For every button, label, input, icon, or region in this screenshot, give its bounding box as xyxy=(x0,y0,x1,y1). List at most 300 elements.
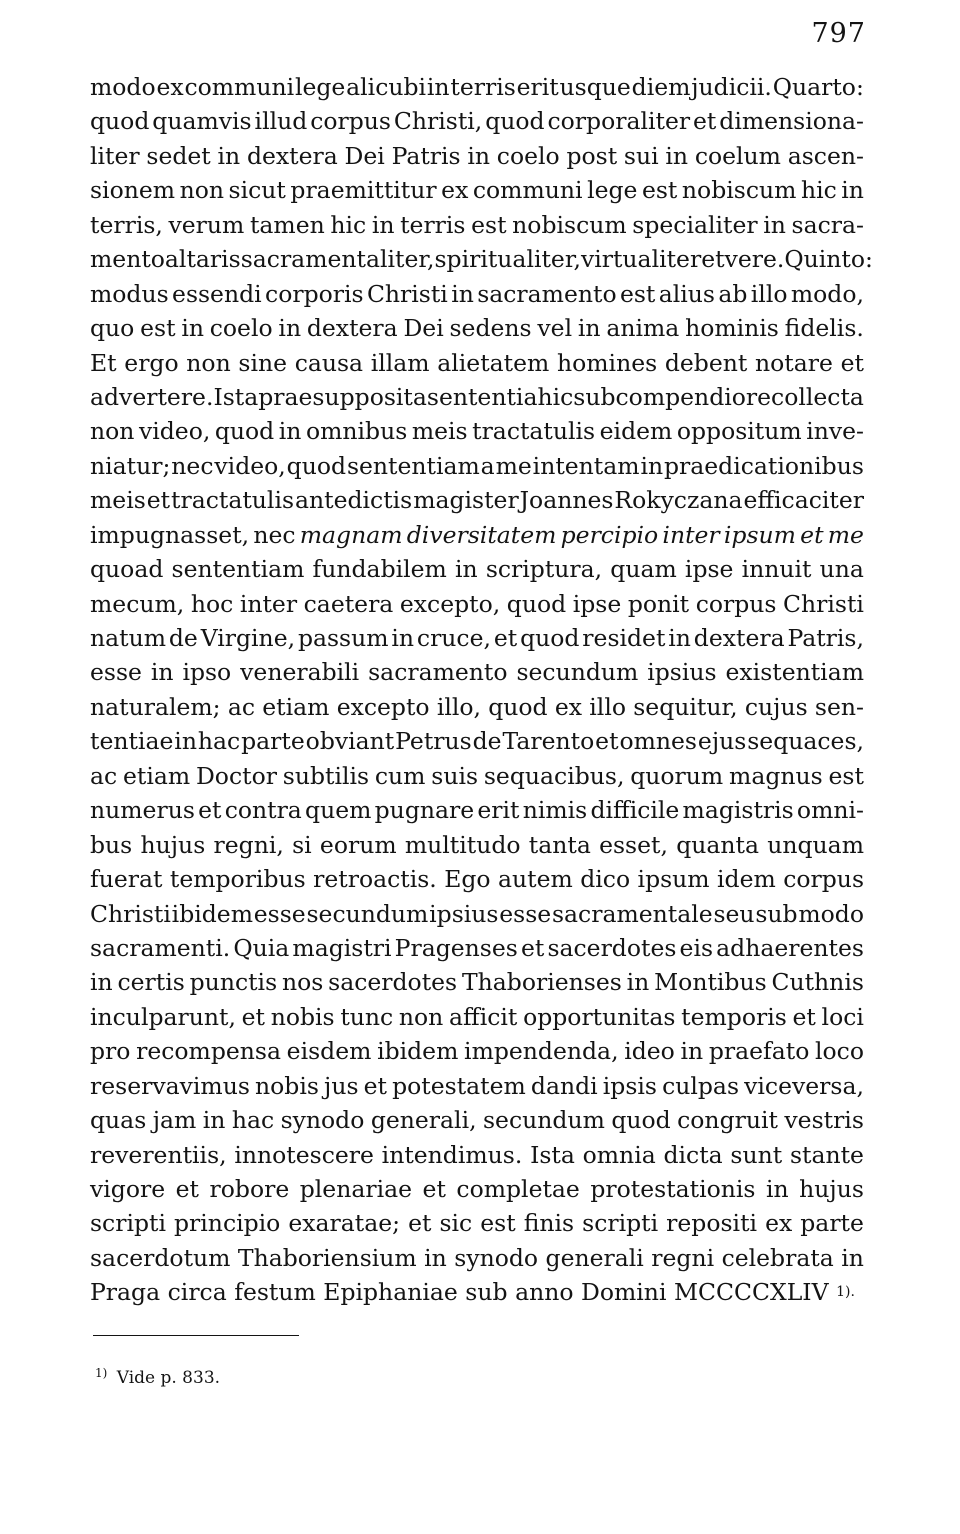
word: regni xyxy=(651,1243,715,1272)
word: a xyxy=(480,451,495,480)
word: viceversa, xyxy=(744,1071,864,1100)
word: meis xyxy=(411,417,468,446)
word: esse xyxy=(253,899,306,928)
word: suis xyxy=(431,761,479,790)
word: ipsum xyxy=(723,520,796,549)
word: communi xyxy=(472,176,583,205)
word: et xyxy=(363,1071,387,1100)
word: eidem xyxy=(599,417,673,446)
word: in xyxy=(455,555,478,584)
word: quod xyxy=(488,692,548,721)
word: cum xyxy=(374,761,426,790)
text-line xyxy=(90,104,864,138)
word: sacramentale xyxy=(551,899,713,928)
word: caetera xyxy=(303,589,394,618)
word: hic xyxy=(330,210,367,239)
word: loco xyxy=(815,1037,864,1066)
word: Virgine, xyxy=(200,624,296,652)
word: notare xyxy=(755,348,833,377)
word: eorum xyxy=(319,830,397,859)
word: dicta xyxy=(663,1140,723,1169)
word: in xyxy=(626,968,650,997)
word: meis xyxy=(90,486,146,515)
word: loci xyxy=(821,1002,864,1031)
word: in xyxy=(668,624,691,652)
word: virtualiter xyxy=(580,245,702,274)
word: Cuthnis xyxy=(771,968,864,997)
word: sic xyxy=(439,1209,473,1238)
word: si xyxy=(292,830,312,859)
word: in xyxy=(467,141,491,170)
word: vigore xyxy=(90,1175,166,1203)
text-line xyxy=(90,587,864,621)
word: coelo xyxy=(496,141,560,170)
word: in xyxy=(278,314,302,343)
word: in xyxy=(577,314,601,343)
text-line xyxy=(90,173,864,207)
word: sub xyxy=(465,1278,508,1307)
word: modo xyxy=(798,899,864,928)
word: anima xyxy=(606,314,680,343)
word: reverentiis, xyxy=(90,1140,227,1169)
word: generali, xyxy=(370,1106,477,1135)
footnote-reference[interactable]: 1). xyxy=(836,1284,855,1301)
word: in xyxy=(765,1175,789,1203)
word: quoad xyxy=(90,555,164,584)
word: hominis xyxy=(685,314,779,343)
word: et xyxy=(595,727,619,756)
text-line xyxy=(90,208,864,242)
word: obviant xyxy=(305,727,395,756)
text-line xyxy=(90,655,864,689)
word: sequaces, xyxy=(747,727,864,756)
word: ipse xyxy=(572,589,622,618)
word: hujus xyxy=(799,1175,864,1203)
word: in xyxy=(174,727,197,756)
word: festum xyxy=(234,1278,316,1307)
word: magistri xyxy=(292,933,392,962)
word: esse xyxy=(90,658,142,687)
word: sacramentaliter, xyxy=(240,245,435,274)
word: jus xyxy=(324,1071,359,1100)
word: Montibus xyxy=(654,968,767,997)
word: lege xyxy=(294,73,346,101)
word: et xyxy=(701,245,725,274)
word: essendi xyxy=(172,279,262,308)
word: in xyxy=(217,141,241,170)
word: non xyxy=(179,176,225,205)
word: vere. xyxy=(724,245,785,274)
word: ac xyxy=(90,761,118,790)
word: ibidem xyxy=(171,899,253,928)
word: Dei xyxy=(403,314,444,343)
word: passum xyxy=(297,624,389,652)
word: de xyxy=(472,727,502,756)
text-line xyxy=(90,242,873,276)
word: quod xyxy=(520,624,580,652)
word: tunc xyxy=(340,1002,394,1031)
text-line xyxy=(90,380,864,414)
word: punctis xyxy=(189,968,278,997)
word: vel xyxy=(537,314,573,343)
word: ponit xyxy=(627,589,690,618)
word: inculparunt, xyxy=(90,1002,236,1031)
word: Thaboriensium xyxy=(237,1243,417,1272)
word: magnus xyxy=(729,761,823,790)
word: ejus xyxy=(697,727,747,756)
word: quod xyxy=(485,107,545,136)
word: est xyxy=(480,1209,516,1238)
word: etiam xyxy=(122,761,191,790)
word: in xyxy=(841,176,864,205)
word: principio xyxy=(174,1209,281,1238)
word: quem xyxy=(305,796,372,825)
word: repositi xyxy=(666,1209,758,1238)
word: post xyxy=(566,141,618,170)
text-line xyxy=(90,483,864,517)
word: debent xyxy=(664,348,748,377)
word: Dei xyxy=(344,141,385,170)
word: ex xyxy=(765,1209,793,1238)
word: sententia xyxy=(426,382,538,411)
word: diem xyxy=(631,73,691,101)
word: illo, xyxy=(436,692,481,721)
word: corporis xyxy=(265,279,364,308)
word: fidelis. xyxy=(784,314,864,343)
word: ideo xyxy=(624,1037,675,1066)
word: erit xyxy=(477,796,520,825)
word: sequitur, xyxy=(633,692,738,721)
word: video, xyxy=(138,417,211,446)
page-number: 797 xyxy=(811,18,866,49)
word: hic xyxy=(800,176,837,205)
word: quorum xyxy=(630,761,724,790)
word: retroactis. xyxy=(313,865,437,894)
text-line xyxy=(90,518,864,552)
word: Thaborienses xyxy=(461,968,622,997)
word: nobis xyxy=(255,1071,319,1100)
word: et xyxy=(493,624,518,652)
word: difficile xyxy=(590,796,680,825)
word: diversitatem xyxy=(406,520,557,549)
word: sedet xyxy=(146,141,211,170)
word: dimensiona- xyxy=(719,107,864,136)
word: sententiam xyxy=(171,555,305,584)
word: quod xyxy=(90,107,150,136)
word: in xyxy=(181,314,204,343)
word: esse xyxy=(499,899,552,928)
word: secundum xyxy=(516,658,639,687)
word: scripti xyxy=(582,1209,659,1238)
word: Joannes xyxy=(519,486,614,515)
word: ab xyxy=(718,279,748,308)
word: sacerdotes xyxy=(547,933,677,962)
word: magistris xyxy=(682,796,794,825)
word: ipsius xyxy=(429,899,499,928)
word: recollecta xyxy=(745,382,864,411)
word: scripti xyxy=(90,1209,166,1238)
word: nobiscum xyxy=(681,176,797,205)
word: pugnare xyxy=(374,796,475,825)
word: terris, xyxy=(90,210,163,239)
word: corpus xyxy=(783,865,864,894)
footnote-text: Vide p. 833. xyxy=(116,1368,221,1388)
word: quam xyxy=(610,555,677,584)
word: inter xyxy=(662,520,720,549)
word: est xyxy=(641,176,678,205)
word: secundum xyxy=(483,1106,605,1135)
word: sacerdotes xyxy=(328,968,458,997)
word: Patris xyxy=(391,141,461,170)
word: me xyxy=(827,520,864,549)
word: Ista xyxy=(530,1140,575,1169)
word: in xyxy=(424,1243,447,1272)
word: est xyxy=(828,761,864,790)
word: natum xyxy=(90,624,167,652)
word: spiritualiter, xyxy=(434,245,581,274)
word: de xyxy=(168,624,198,652)
word: parte xyxy=(241,727,305,756)
text-line xyxy=(90,1000,864,1034)
word: dextera xyxy=(693,624,785,652)
word: synodo xyxy=(454,1243,539,1272)
word: ex xyxy=(554,692,583,721)
word: praesupposita xyxy=(258,382,427,411)
word: sub xyxy=(573,382,616,411)
text-line xyxy=(90,1034,864,1068)
text-line xyxy=(90,759,864,793)
word: alietatem xyxy=(437,348,550,377)
word: temporis xyxy=(681,1002,787,1031)
word: certis xyxy=(117,968,185,997)
word: Quinto: xyxy=(784,245,873,274)
text-line xyxy=(90,70,864,104)
word: sacramento xyxy=(368,658,508,687)
word: causa xyxy=(294,348,364,377)
word: nimis xyxy=(522,796,588,825)
word: Praga xyxy=(90,1278,161,1307)
text-line xyxy=(90,552,864,586)
word: modo xyxy=(90,73,156,101)
text-line xyxy=(90,931,864,965)
word: mecum, xyxy=(90,589,185,618)
word: eisdem xyxy=(286,1037,372,1066)
word: eis xyxy=(679,933,714,962)
word: in xyxy=(841,1243,864,1272)
word: in xyxy=(665,141,689,170)
word: omnia xyxy=(582,1140,656,1169)
word: Ego xyxy=(444,865,491,894)
word: Quia xyxy=(233,933,290,962)
word: sub xyxy=(755,899,798,928)
word: parte xyxy=(800,1209,864,1238)
word: magnam xyxy=(299,520,403,549)
word: praefato xyxy=(708,1037,810,1066)
word: innotescere xyxy=(234,1140,374,1169)
word: tamen xyxy=(249,210,325,239)
word: in xyxy=(680,1037,704,1066)
word: subtilis xyxy=(282,761,370,790)
word: sui xyxy=(623,141,659,170)
word: ipse xyxy=(684,555,734,584)
word: illo xyxy=(750,279,788,308)
word: quas xyxy=(90,1106,147,1135)
text-line xyxy=(90,965,864,999)
word: non xyxy=(90,417,135,446)
word: sunt xyxy=(730,1140,783,1169)
word: sen- xyxy=(814,692,864,721)
word: et xyxy=(840,348,864,377)
word: Domini xyxy=(581,1278,667,1307)
word: ergo xyxy=(124,348,179,377)
word: lege xyxy=(587,176,638,205)
word: nec xyxy=(171,451,214,480)
word: protestationis xyxy=(590,1175,756,1203)
word: excepto, xyxy=(399,589,501,618)
word: recompensa xyxy=(136,1037,281,1066)
word: excepto xyxy=(336,692,430,721)
word: pro xyxy=(90,1037,131,1066)
word: est xyxy=(140,314,176,343)
word: et xyxy=(422,1175,446,1203)
word: Petrus xyxy=(395,727,472,756)
word: omnes xyxy=(619,727,697,756)
word: usque xyxy=(559,73,631,101)
word: in xyxy=(90,968,113,997)
word: in xyxy=(640,451,664,480)
text-line xyxy=(90,793,864,827)
word: terris xyxy=(450,73,516,101)
word: intendimus. xyxy=(381,1140,523,1169)
text-line xyxy=(90,862,864,896)
word: alicubi xyxy=(346,73,427,101)
word: in xyxy=(391,624,415,652)
word: impendenda, xyxy=(464,1037,619,1066)
word: video, xyxy=(214,451,286,480)
word: Tarento xyxy=(502,727,595,756)
text-line xyxy=(90,897,864,931)
text-line xyxy=(90,828,864,862)
word: hac xyxy=(231,1106,275,1135)
word: tentiae xyxy=(90,727,174,756)
word: Quarto: xyxy=(772,73,864,101)
word: liter xyxy=(90,141,140,170)
word: quamvis xyxy=(152,107,252,136)
word: modo, xyxy=(790,279,864,308)
text-line xyxy=(90,1206,864,1240)
word: omnibus xyxy=(305,417,408,446)
word: dandi xyxy=(530,1071,598,1100)
word: etiam xyxy=(262,692,330,721)
word: me xyxy=(495,451,532,480)
word: specialiter xyxy=(632,210,758,239)
word: compendio xyxy=(615,382,746,411)
word: congruit xyxy=(677,1106,778,1135)
word: illo xyxy=(589,692,626,721)
text-line xyxy=(90,346,864,380)
word: plenariae xyxy=(299,1175,413,1203)
word: synodo xyxy=(280,1106,365,1135)
word: in xyxy=(426,73,450,101)
word: niatur; xyxy=(90,451,171,480)
word: hoc xyxy=(190,589,234,618)
word: terris xyxy=(400,210,466,239)
word: et xyxy=(198,796,222,825)
word: residet xyxy=(582,624,666,652)
word: Ista xyxy=(213,382,259,411)
text-line xyxy=(90,277,864,311)
word: nobis xyxy=(270,1002,335,1031)
word: afficit xyxy=(449,1002,518,1031)
word: et xyxy=(146,486,171,515)
word: et xyxy=(693,107,717,136)
word: modus xyxy=(90,279,169,308)
word: praedicationibus xyxy=(663,451,864,480)
word: coelo xyxy=(209,314,273,343)
word: celebrata xyxy=(721,1243,834,1272)
word: cruce, xyxy=(416,624,491,652)
word: hac xyxy=(197,727,241,756)
word: intentam xyxy=(532,451,640,480)
word: inve- xyxy=(806,417,864,446)
word: in xyxy=(371,210,395,239)
word: sedens xyxy=(449,314,532,343)
word: numerus xyxy=(90,796,195,825)
word: ac xyxy=(227,692,256,721)
word: ipsum xyxy=(637,865,710,894)
text-line xyxy=(90,1138,864,1172)
word: oppositum xyxy=(676,417,802,446)
word: ibidem xyxy=(377,1037,459,1066)
word: tanta xyxy=(528,830,591,859)
word: autem xyxy=(498,865,573,894)
word: exaratae; xyxy=(288,1209,401,1238)
word: una xyxy=(819,555,864,584)
word: dico xyxy=(580,865,631,894)
word: erit xyxy=(516,73,559,101)
word: sententiam xyxy=(346,451,480,480)
word: bus xyxy=(90,830,133,859)
footnote xyxy=(95,1362,220,1389)
word: Pragenses xyxy=(394,933,518,962)
word: corporaliter xyxy=(547,107,691,136)
word: mento xyxy=(90,245,165,274)
word: robore xyxy=(209,1175,290,1203)
word: alius xyxy=(658,279,715,308)
text-line xyxy=(90,414,864,448)
word: nos xyxy=(281,968,324,997)
word: Christi xyxy=(366,279,448,308)
word: est xyxy=(619,279,656,308)
word: contra xyxy=(224,796,302,825)
word: sionem xyxy=(90,176,176,205)
main-text xyxy=(90,70,873,1310)
word: in xyxy=(150,658,174,687)
word: ipso xyxy=(182,658,232,687)
word: circa xyxy=(167,1278,227,1307)
text-line xyxy=(90,1241,864,1275)
text-line xyxy=(90,139,864,173)
word: ascen- xyxy=(787,141,864,170)
word: et xyxy=(408,1209,432,1238)
word: nec xyxy=(253,520,296,549)
word: ex xyxy=(441,176,469,205)
word: completae xyxy=(456,1175,580,1203)
word: judicii. xyxy=(691,73,772,101)
word: communi xyxy=(184,73,295,101)
word: et xyxy=(800,520,824,549)
word: existentiam xyxy=(725,658,864,687)
